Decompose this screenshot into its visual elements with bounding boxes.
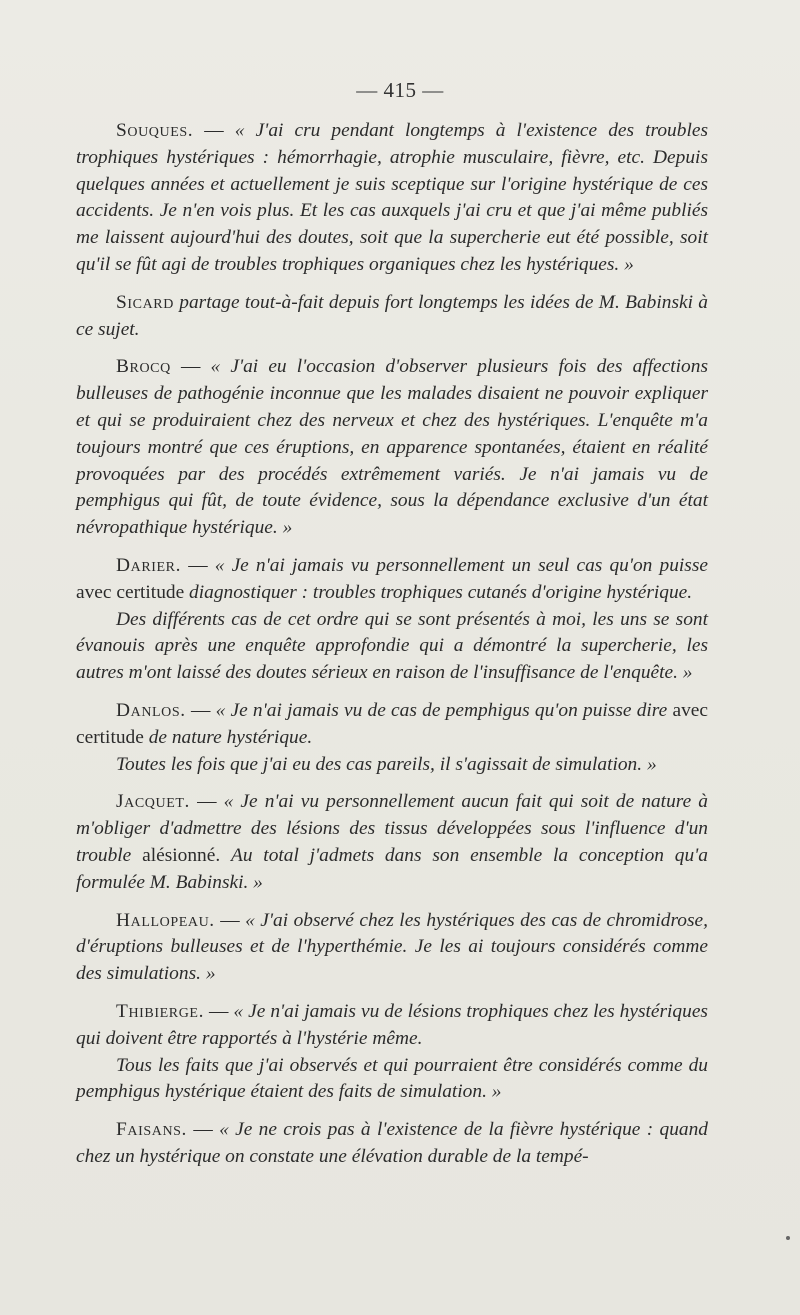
speaker-name: Hallopeau. bbox=[116, 909, 215, 931]
speaker-name: Sicard bbox=[116, 291, 174, 313]
quote-text: Toutes les fois que j'ai eu des cas pareils, il s'agissait de simulation. » bbox=[116, 753, 657, 775]
roman-phrase: avec certitude bbox=[76, 699, 708, 748]
speaker-name: Danlos. bbox=[116, 699, 186, 721]
paragraph-faisans: Faisans. — « Je ne crois pas à l'existence de la fièvre hystérique : quand chez un hystérique on constate une élévation durable de la tempé- bbox=[76, 1119, 709, 1167]
quote-text: « Je n'ai jamais vu personnellement un seul cas qu'on puisse bbox=[214, 554, 708, 576]
quote-text: partage tout-à-fait depuis fort longtemps les idées de M. Babinski à ce sujet. bbox=[76, 291, 708, 340]
page-text bbox=[76, 118, 708, 1171]
quote-text: « J'ai eu l'occasion d'observer plusieurs fois des affections bulleuses de pathogénie inconnue que les malades disaient ne pouvoir expliquer et qui se produiraient chez des nerveux et chez des hystériques. L'enquête m'a toujours montré que ces éruptions, en apparence spontanées, étaient en réalité provoquées par des procédés extrêmement variés. Je n'ai jamais vu de pemphigus qui fût, de toute évidence, sous la dépendance exclusive d'un état névropathique hystérique. » bbox=[76, 356, 708, 539]
paragraph-darier: Darier. — « Je n'ai jamais vu personnellement un seul cas qu'on puisse avec certitude diagnostiquer : troubles trophiques cutanés d'origine hystérique. bbox=[76, 554, 708, 603]
quote-text: « J'ai observé chez les hystériques des cas de chromidrose, d'éruptions bulleuses et de l'hyperthémie. Je les ai toujours considérés comme des simulations. » bbox=[76, 909, 708, 985]
quote-text: de nature hystérique. bbox=[148, 726, 313, 748]
speaker-name: Brocq bbox=[116, 356, 171, 378]
speaker-name: Darier. bbox=[116, 554, 182, 576]
paragraph-danlos-continued bbox=[76, 752, 708, 779]
quote-text: « Je n'ai vu personnellement aucun fait qui soit de nature à m'obliger d'admettre des lésions des tissus développées sous l'influence d'un trouble bbox=[76, 791, 708, 866]
paper-speck bbox=[786, 1236, 790, 1240]
quote-text: « J'ai cru pendant longtemps à l'existence des troubles trophiques hystériques : hémorrhagie, atrophie musculaire, fièvre, etc. Depuis quelques années et actuellement je suis sceptique sur l'origine hystérique de ces accidents. Je n'en vois plus. Et les cas auxquels j'ai cru et que j'ai même publiés me laissent aujourd'hui des doutes, soit que la supercherie eut été possible, soit qu'il se fût agi de troubles trophiques organiques chez les hystériques. » bbox=[76, 120, 708, 275]
quote-text: Des différents cas de cet ordre qui se sont présentés à moi, les uns se sont évanouis après une enquête approfondie qui a démontré la supercherie, les autres m'ont laissé des doutes sérieux en raison de l'insuffisance de l'enquête. » bbox=[76, 608, 708, 684]
paragraph-danlos: Danlos. — « Je n'ai jamais vu de cas de pemphigus qu'on puisse dire avec certitude de nature hystérique. bbox=[76, 699, 708, 748]
speaker-name: Souques. bbox=[116, 120, 194, 141]
paragraph-hallopeau: Hallopeau. — « J'ai observé chez les hystériques des cas de chromidrose, d'éruptions bulleuses et de l'hyperthémie. Je les ai toujours considérés comme des simulations. » bbox=[76, 909, 708, 985]
quote-text: Tous les faits que j'ai observés et qui pourraient être considérés comme du pemphigus hystérique étaient des faits de simulation. » bbox=[76, 1054, 708, 1103]
roman-phrase: avec certitude bbox=[76, 581, 190, 603]
quote-text: « Je ne crois pas à l'existence de la fièvre hystérique : quand chez un hystérique on constate une élévation durable de la tempé- bbox=[76, 1119, 709, 1167]
quote-text: Au total j'admets dans son ensemble la conception qu'a formulée M. Babinski. » bbox=[76, 844, 708, 893]
paragraph-darier-continued bbox=[76, 607, 708, 687]
paragraph-jacquet: Jacquet. — « Je n'ai vu personnellement aucun fait qui soit de nature à m'obliger d'admettre des lésions des tissus développées sous l'influence d'un trouble alésionné. Au total j'admets dans son ensemble la conception qu'a formulée M. Babinski. » bbox=[76, 791, 708, 893]
paragraph-thibierge: Thibierge. — « Je n'ai jamais vu de lésions trophiques chez les hystériques qui doivent être rapportés à l'hystérie même. bbox=[76, 1000, 708, 1049]
paragraph-sicard bbox=[76, 290, 708, 344]
quote-text: « Je n'ai jamais vu de cas de pemphigus qu'on puisse dire bbox=[215, 699, 668, 721]
quote-text: diagnostiquer : troubles trophiques cutanés d'origine hystérique. bbox=[189, 581, 693, 603]
paragraph-thibierge-continued bbox=[76, 1053, 708, 1107]
speaker-name: Thibierge. bbox=[116, 1000, 205, 1022]
paragraph-brocq: Brocq — « J'ai eu l'occasion d'observer plusieurs fois des affections bulleuses de pathogénie inconnue que les malades disaient ne pouvoir expliquer et qui se produiraient chez des nerveux et chez des hystériques. L'enquête m'a toujours montré que ces éruptions, en apparence spontanées, étaient en réalité provoquées par des procédés extrêmement variés. Je n'ai jamais vu de pemphigus qui fût, de toute évidence, sous la dépendance exclusive d'un état névropathique hystérique. » bbox=[76, 356, 708, 539]
roman-phrase: alésionné. bbox=[131, 844, 231, 866]
speaker-name: Jacquet. bbox=[116, 791, 190, 813]
paragraph-souques: Souques. — « J'ai cru pendant longtemps à l'existence des troubles trophiques hystériques : hémorrhagie, atrophie musculaire, fièvre, etc. Depuis quelques années et actuellement je suis sceptique sur l'origine hystérique de ces accidents. Je n'en vois plus. Et les cas auxquels j'ai cru et que j'ai même publiés me laissent aujourd'hui des doutes, soit que la supercherie eut été possible, soit qu'il se fût agi de troubles trophiques organiques chez les hystériques. » bbox=[76, 120, 708, 275]
speaker-name: Faisans. bbox=[116, 1119, 187, 1141]
page-number: — 415 — bbox=[356, 78, 444, 102]
quote-text: « Je n'ai jamais vu de lésions trophiques chez les hystériques qui doivent être rapportés à l'hystérie même. bbox=[76, 1000, 708, 1049]
